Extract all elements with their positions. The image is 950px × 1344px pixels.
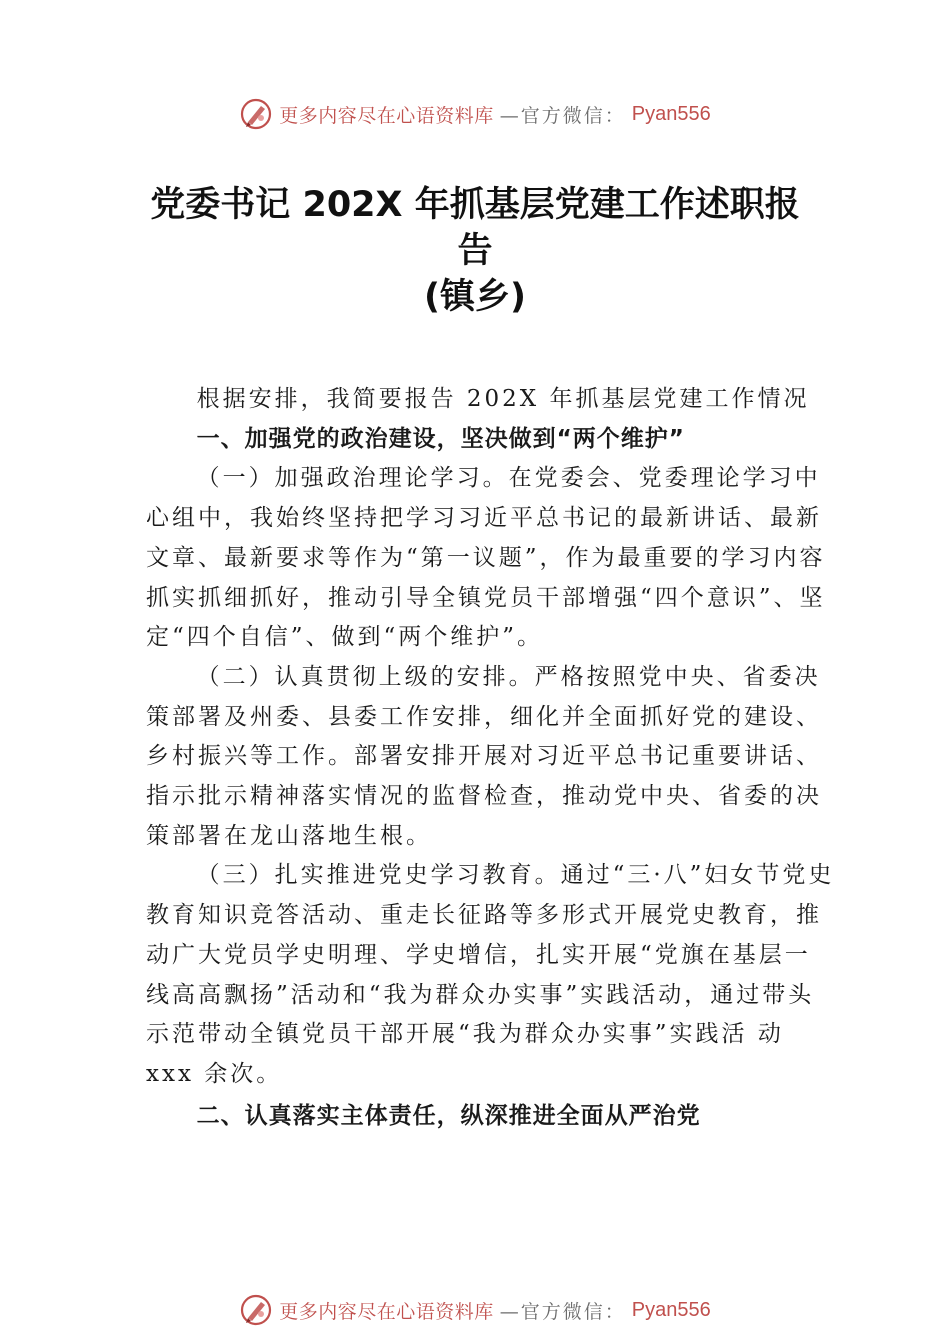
document-body [146, 380, 836, 1136]
watermark-site-name: 更多内容尽在心语资料库 [279, 1300, 494, 1323]
title-line-3: (镇乡) [424, 277, 526, 317]
intro-paragraph: 根据安排，我简要报告 202X 年抓基层党建工作情况 [196, 386, 810, 412]
pen-logo-icon [239, 1293, 273, 1327]
watermark-wechat-id: Pyan556 [631, 1298, 711, 1321]
title-line-1: 党委书记 202X 年抓基层党建工作述职报 [150, 185, 800, 225]
watermark-header [0, 94, 950, 134]
paragraph-1: （一）加强政治理论学习。在党委会、党委理论学习中心组中，我始终坚持把学习习近平总书记的最新讲话、最新文章、最新要求等作为“第一议题”，作为最重要的学习内容抓实抓细抓好，推动引导全镇党员干部增强“四个意识”、坚定“四个自信”、做到“两个维护”。 [146, 465, 826, 651]
watermark-wechat-label: —官方微信： [499, 104, 626, 127]
watermark-footer [0, 1290, 950, 1330]
section-2-heading: 二、认真落实主体责任，纵深推进全面从严治党 [196, 1102, 701, 1129]
section-1-heading: 一、加强党的政治建设，坚决做到“两个维护” [196, 425, 685, 452]
pen-logo-icon [239, 97, 273, 131]
watermark-site-name: 更多内容尽在心语资料库 [279, 104, 494, 127]
paragraph-2: （二）认真贯彻上级的安排。严格按照党中央、省委决策部署及州委、县委工作安排，细化并全面抓好党的建设、乡村振兴等工作。部署安排开展对习近平总书记重要讲话、指示批示精神落实情况的监督检查，推动党中央、省委的决策部署在龙山落地生根。 [146, 663, 822, 849]
watermark-wechat-id: Pyan556 [631, 102, 711, 125]
watermark-wechat-label: —官方微信： [499, 1300, 626, 1323]
document-title [120, 182, 830, 320]
paragraph-3: （三）扎实推进党史学习教育。通过“三·八”妇女节党史教育知识竞答活动、重走长征路等多形式开展党史教育，推动广大党员学史明理、学史增信，扎实开展“党旗在基层一线高高飘扬”活动和“我为群众办实事”实践活动，通过带头示范带动全镇党员干部开展“我为群众办实事”实践活 动 xxx 余次。 [146, 862, 835, 1087]
title-line-2: 告 [457, 231, 493, 271]
